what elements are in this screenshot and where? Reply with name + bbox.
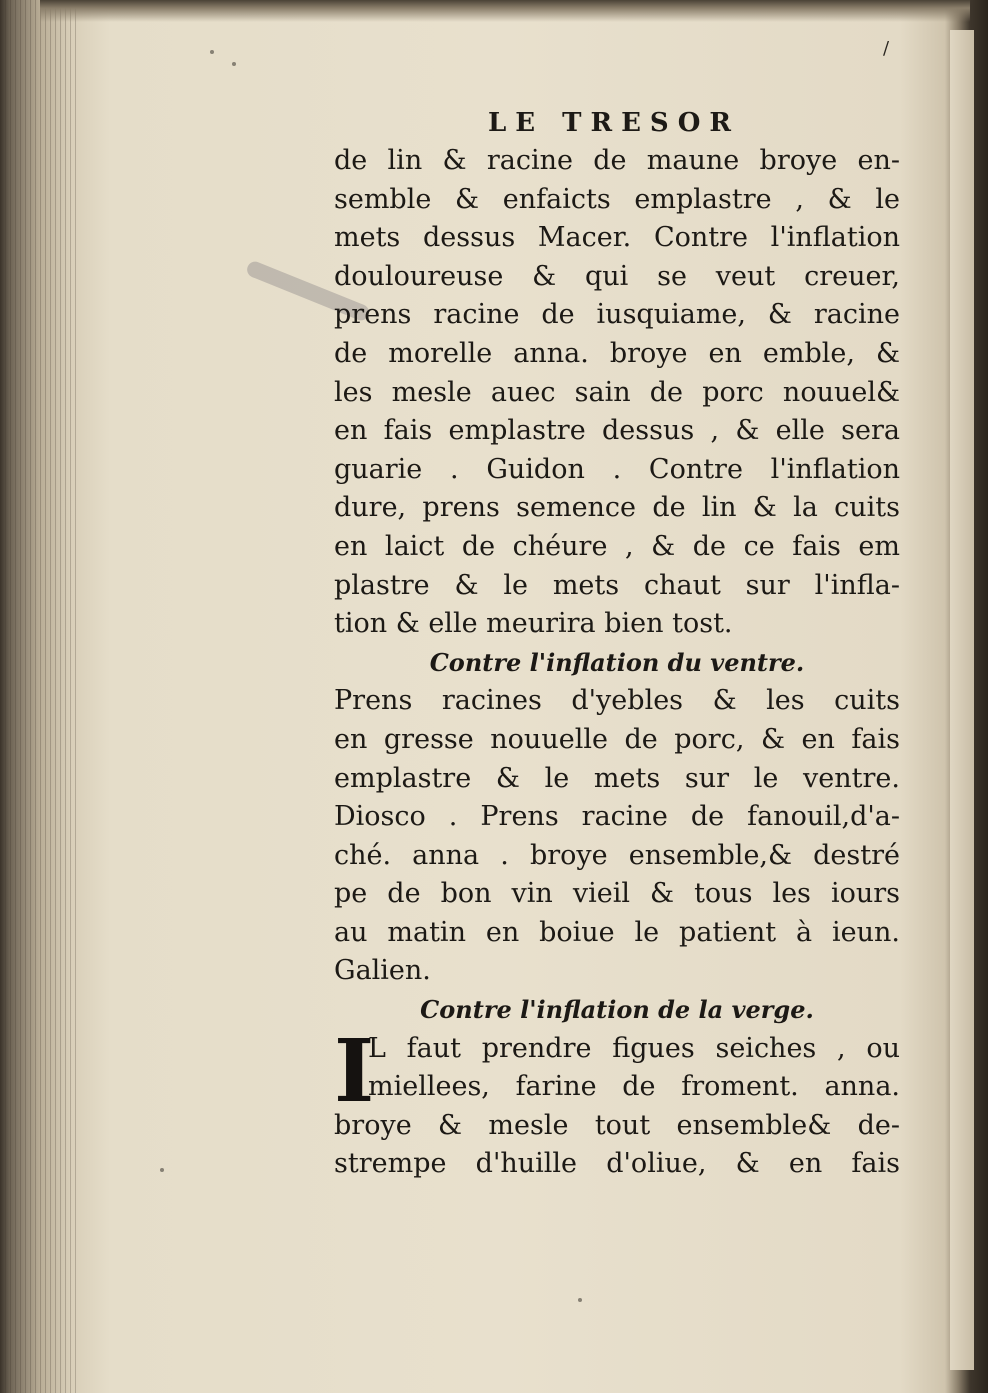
text-line: L faut prendre figues seiches , ou [368, 1032, 900, 1064]
text-line: plastre & le mets chaut sur l'infla- [334, 569, 900, 601]
text-line: Diosco . Prens racine de fanouil,d'a- [334, 801, 900, 833]
text-line: au matin en boiue le patient à ieun. [334, 916, 900, 948]
text-line: broye & mesle tout ensemble& de- [334, 1109, 900, 1141]
paper-speck [160, 1168, 164, 1172]
text-line: tion & elle meurira bien tost. [334, 608, 733, 640]
text-line: miellees, farine de froment. anna. [368, 1071, 900, 1103]
paragraph-2 [334, 682, 900, 991]
page-edges [0, 0, 80, 1393]
text-line: en laict de chéure , & de ce fais em [334, 530, 900, 562]
text-line: prens racine de iusquiame, & racine [334, 299, 900, 331]
text-line: pe de bon vin vieil & tous les iours [334, 878, 900, 910]
text-line: en fais emplastre dessus , & elle sera [334, 415, 900, 447]
text-line: mets dessus Macer. Contre l'inflation [334, 222, 900, 254]
text-line: ché. anna . broye ensemble,& destré [334, 839, 900, 871]
running-head: LE TRESOR [488, 108, 740, 138]
folio-mark: / [883, 38, 890, 59]
paper-speck [210, 50, 214, 54]
text-line: dure, prens semence de lin & la cuits [334, 492, 900, 524]
paragraph-1 [334, 142, 900, 644]
page-text [334, 142, 900, 1184]
text-line: semble & enfaicts emplastre , & le [334, 183, 900, 215]
text-line: en gresse nouuelle de porc, & en fais [334, 723, 900, 755]
drop-cap-initial: I [334, 1020, 375, 1122]
facing-page-edge [950, 30, 974, 1370]
text-line: les mesle auec sain de porc nouuel& [334, 376, 900, 408]
text-line: Galien. [334, 955, 431, 987]
text-line: emplastre & le mets sur le ventre. [334, 762, 900, 794]
text-line: douloureuse & qui se veut creuer, [334, 260, 900, 292]
text-line: strempe d'huille d'oliue, & en fais [334, 1148, 900, 1180]
paper-speck [232, 62, 236, 66]
text-line: de lin & racine de maune broye en- [334, 145, 900, 176]
section-heading-verge: Contre l'inflation de la verge. [420, 995, 814, 1025]
text-line: guarie . Guidon . Contre l'inflation [334, 453, 900, 485]
text-line: de morelle anna. broye en emble, & [334, 337, 900, 369]
paper-speck [578, 1298, 582, 1302]
paragraph-3 [334, 1020, 900, 1184]
text-line: Prens racines d'yebles & les cuits [334, 685, 900, 717]
section-heading-ventre: Contre l'inflation du ventre. [429, 647, 805, 677]
